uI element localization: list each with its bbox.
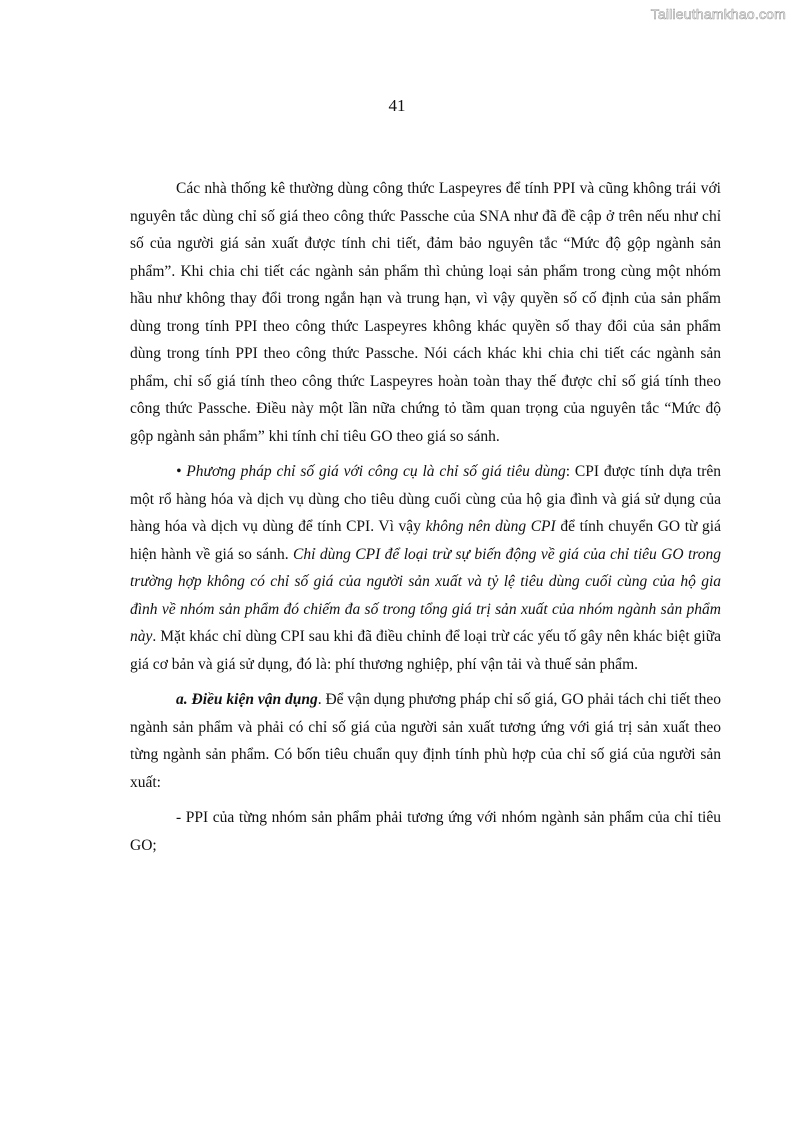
cpi-text-3: . Mặt khác chỉ dùng CPI sau khi đã điều chỉnh để loại trừ các yếu tố gây nên khác biệt giữa giá cơ bản và giá sử dụng, đó là: phí thương nghiệp, phí vận tải và thuế sản phẩm.: [130, 628, 721, 673]
paragraph-conditions: [130, 686, 721, 796]
page-number: 41: [388, 96, 406, 115]
paragraph-laspeyres: Các nhà thống kê thường dùng công thức Laspeyres để tính PPI và cũng không trái với nguyên tắc dùng chỉ số giá theo công thức Passche của SNA như đã đề cập ở trên nếu như chỉ số của người giá sản xuất được tính chi tiết, đảm bảo nguyên tắc “Mức độ gộp ngành sản phẩm”. Khi chia chi tiết các ngành sản phẩm thì chủng loại sản phẩm trong cùng một nhóm hầu như không thay đổi trong ngắn hạn và trung hạn, vì vậy quyền số cố định của sản phẩm dùng trong tính PPI theo công thức Laspeyres không khác quyền số thay đổi của sản phẩm dùng trong tính PPI theo công thức Passche. Nói cách khác khi chia chi tiết các ngành sản phẩm, chỉ số giá tính theo công thức Laspeyres hoàn toàn thay thế được chỉ số giá tính theo công thức Passche. Điều này một lần nữa chứng tỏ tầm quan trọng của nguyên tắc “Mức độ gộp ngành sản phẩm” khi tính chỉ tiêu GO theo giá so sánh.: [130, 180, 721, 445]
cpi-text-1: : CPI được tính dựa trên một rổ hàng hóa và dịch vụ dùng cho tiêu dùng cuối cùng của hộ gia đình và giá sử dụng của hàng hóa và dịch vụ dùng để tính CPI. Vì vậy: [130, 463, 721, 535]
cpi-emphasis-2: Chỉ dùng CPI để loại trừ sự biến động về giá của chỉ tiêu GO trong trường hợp không có chỉ số giá của người sản xuất và tỷ lệ tiêu dùng cuối cùng của hộ gia đình về nhóm sản phẩm đó chiếm đa số trong tổng giá trị sản xuất của nhóm ngành sản phẩm này: [130, 545, 722, 645]
paragraph-ppi-criterion: - PPI của từng nhóm sản phẩm phải tương ứng với nhóm ngành sản phẩm của chỉ tiêu GO;: [130, 809, 721, 854]
cpi-method-title: • Phương pháp chỉ số giá với công cụ là chỉ số giá tiêu dùng: [176, 463, 566, 480]
cpi-text-2: để tính chuyển GO từ giá hiện hành về giá so sánh.: [130, 518, 721, 563]
conditions-text: . Để vận dụng phương pháp chỉ số giá, GO phải tách chi tiết theo ngành sản phẩm và phải có chỉ số giá của người sản xuất tương ứng với giá trị sản xuất theo từng ngành sản phẩm. Có bốn tiêu chuẩn quy định tính phù hợp của chỉ số giá của người sản xuất:: [130, 691, 721, 791]
watermark: Tailieuthamkhao.com: [650, 6, 786, 22]
conditions-heading: a. Điều kiện vận dụng: [176, 691, 318, 708]
document-body: [130, 175, 721, 867]
cpi-emphasis-1: không nên dùng CPI: [425, 518, 556, 535]
paragraph-cpi-method: [130, 458, 721, 678]
